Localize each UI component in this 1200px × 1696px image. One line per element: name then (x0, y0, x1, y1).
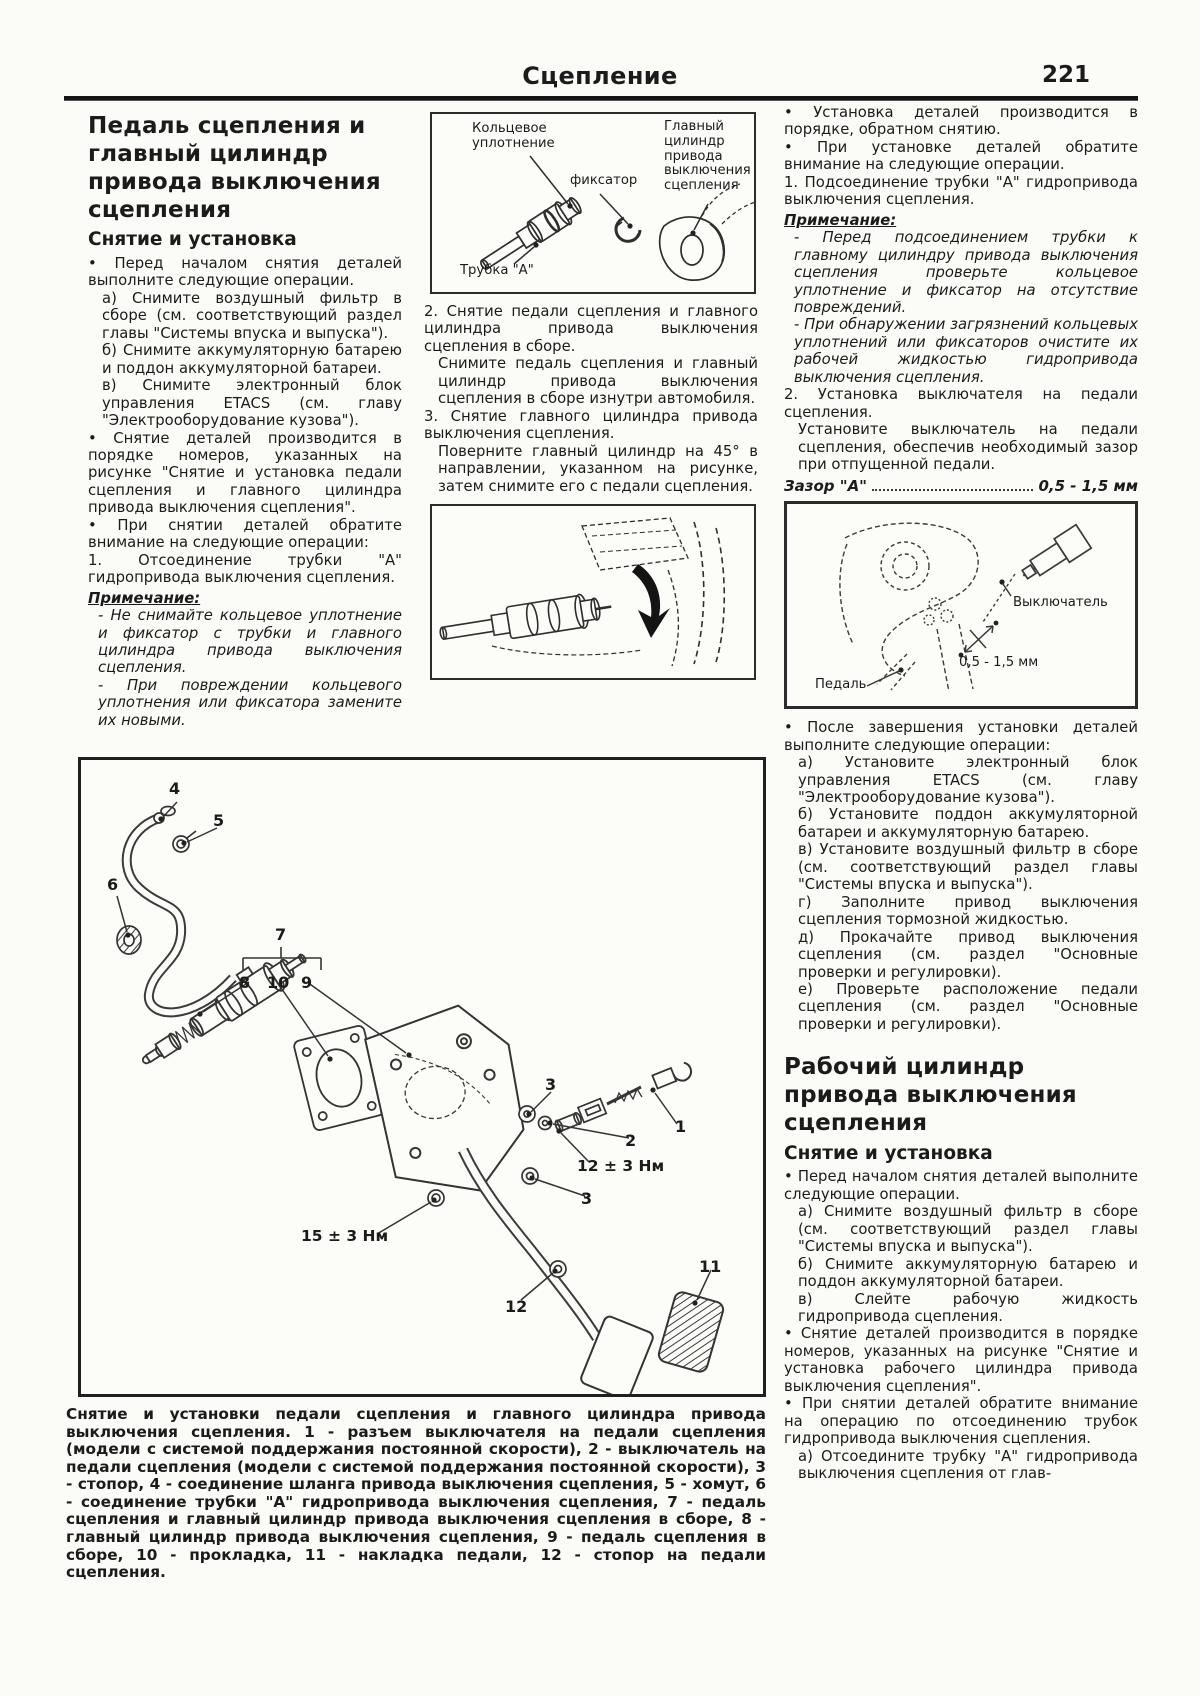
dotted-leader (872, 489, 1033, 491)
part-number-6: 6 (107, 875, 119, 894)
body-paragraph: Установите выключатель на педали сцепления, обеспечив необходимый зазор при отпущенной педали. (798, 421, 1138, 474)
section-heading: Педаль сцепления и главный цилиндр привода выключения сцепления (88, 113, 381, 224)
part-number-1: 1 (675, 1117, 687, 1136)
page-title: Сцепление (522, 62, 678, 90)
body-paragraph: в) Установите воздушный фильтр в сборе (см. соответствующий раздел главы "Системы впуска и выпуска"). (798, 841, 1138, 894)
spec-value: 0,5 - 1,5 мм (1038, 476, 1138, 495)
note-heading: Примечание: (784, 211, 897, 229)
body-paragraph: Поверните главный цилиндр на 45° в направлении, указанном на рисунке, затем снимите его с педали сцепления. (438, 442, 758, 495)
part-number-12: 12 (505, 1297, 528, 1316)
part-number-5: 5 (213, 811, 225, 830)
note-paragraph: - При обнаружении загрязнений кольцевых уплотнений или фиксаторов очистите их рабочей жидкостью гидропривода выключения сцепления. (794, 316, 1138, 386)
subsection-heading: Снятие и установка (784, 1142, 993, 1164)
label-gap: 0,5 - 1,5 мм (959, 655, 1039, 671)
body-paragraph: 2. Установка выключателя на педали сцепления. (784, 386, 1138, 421)
part-number-3: 3 (545, 1075, 557, 1094)
torque-label-12nm: 12 ± 3 Нм (577, 1157, 665, 1175)
body-paragraph: е) Проверьте расположение педали сцепления (см. раздел "Основные проверки и регулировки). (798, 981, 1138, 1033)
part-number-10: 10 (267, 973, 290, 992)
body-paragraph: • Установка деталей производится в порядке, обратном снятию. (784, 104, 1138, 139)
figure-pedal-assembly (78, 757, 766, 1397)
body-paragraph: г) Заполните привод выключения сцепления тормозной жидкостью. (798, 893, 1138, 929)
label-pedal: Педаль (815, 677, 867, 693)
body-paragraph: б) Установите поддон аккумуляторной батареи и аккумуляторную батарею. (798, 806, 1138, 841)
body-paragraph: 3. Снятие главного цилиндра привода выключения сцепления. (424, 407, 758, 443)
body-paragraph: • Снятие деталей производится в порядке номеров, указанных на рисунке "Снятие и установка рабочего цилиндра привода выключения сцепления". (784, 1325, 1138, 1395)
pedal-assembly-drawing (81, 760, 763, 1394)
header-rule (64, 96, 1138, 101)
label-tube-a: Трубка "А" (460, 263, 534, 278)
body-paragraph: а) Установите электронный блок управления ETACS (см. главу "Электрооборудование кузова"). (798, 754, 1138, 807)
body-paragraph: • Снятие деталей производится в порядке номеров, указанных на рисунке "Снятие и установка педали сцепления и главного цилиндра привода выключения сцепления". (88, 429, 402, 517)
label-ring-seal: Кольцевое уплотнение (472, 121, 555, 151)
left-column (88, 112, 402, 729)
subsection-heading: Снятие и установка (88, 229, 297, 251)
section-heading: Рабочий цилиндр привода выключения сцепления (784, 1054, 1077, 1137)
body-paragraph: д) Прокачайте привод выключения сцепления (см. раздел "Основные проверки и регулировки). (798, 928, 1138, 981)
part-number-8: 8 (239, 973, 251, 992)
part-number-7: 7 (275, 925, 287, 944)
part-number-11: 11 (699, 1257, 722, 1276)
middle-column (424, 105, 758, 680)
label-master-cylinder: Главный цилиндр привода выключения сцепления (664, 119, 751, 194)
body-paragraph: 2. Снятие педали сцепления и главного цилиндра привода выключения сцепления в сборе. (424, 303, 758, 355)
body-paragraph: б) Снимите аккумуляторную батарею и поддон аккумуляторной батареи. (798, 1255, 1138, 1291)
figure-tube-fitting (430, 112, 756, 294)
body-paragraph: • При снятии деталей обратите внимание на следующие операции: (88, 516, 402, 552)
body-paragraph: 1. Отсоединение трубки "А" гидропривода выключения сцепления. (88, 551, 402, 587)
body-paragraph: в) Слейте рабочую жидкость гидропривода сцепления. (798, 1290, 1138, 1325)
note-paragraph: - При повреждении кольцевого уплотнения или фиксатора замените их новыми. (98, 676, 402, 729)
figure-cylinder-rotation (430, 504, 756, 680)
note-heading: Примечание: (88, 589, 201, 607)
part-number-4: 4 (169, 779, 181, 798)
right-column (784, 104, 1138, 1482)
cylinder-rotation-drawing (432, 506, 754, 678)
body-paragraph: б) Снимите аккумуляторную батарею и поддон аккумуляторной батареи. (102, 342, 402, 377)
body-paragraph: в) Снимите электронный блок управления ETACS (см. главу "Электрооборудование кузова"). (102, 377, 402, 430)
note-paragraph: - Перед подсоединением трубки к главному цилиндру привода выключения сцепления проверьте кольцевое уплотнение и фиксатор на отсутствие повреждений. (794, 229, 1138, 316)
part-number-9: 9 (301, 973, 313, 992)
torque-label-15nm: 15 ± 3 Нм (301, 1227, 389, 1245)
part-number-3b: 3 (581, 1189, 593, 1208)
part-number-2: 2 (625, 1131, 637, 1150)
clearance-spec (784, 478, 1138, 496)
body-paragraph: • При установке деталей обратите внимание на следующие операции. (784, 138, 1138, 174)
body-paragraph: • Перед началом снятия деталей выполните следующие операции. (784, 1168, 1138, 1203)
body-paragraph: а) Снимите воздушный фильтр в сборе (см. соответствующий раздел главы "Системы впуска и выпуска"). (798, 1203, 1138, 1256)
page-number: 221 (1042, 62, 1091, 88)
body-paragraph: 1. Подсоединение трубки "А" гидропривода выключения сцепления. (784, 173, 1138, 209)
body-paragraph: • Перед началом снятия деталей выполните следующие операции. (88, 255, 402, 290)
spec-label: Зазор "А" (784, 476, 867, 495)
label-retainer: фиксатор (570, 173, 638, 188)
figure-caption: Снятие и установки педали сцепления и главного цилиндра привода выключения сцепления. 1 - разъем выключателя на педали сцепления (модели с системой поддержания постоянной скорости), 2 - выключатель на педали сцепления (модели с системой поддержания постоянной скорости), 3 - стопор, 4 - соединение шланга привода выключения сцепления, 5 - хомут, 6 - соединение трубки "А" гидропривода выключения сцепления, 7 - педаль сцепления и главный цилиндр привода выключения сцепления в сборе, 8 - главный цилиндр привода выключения сцепления, 9 - педаль сцепления в сборе, 10 - прокладка, 11 - накладка педали, 12 - стопор на педали сцепления. (66, 1405, 766, 1582)
label-switch: Выключатель (1013, 595, 1108, 611)
body-paragraph: Снимите педаль сцепления и главный цилиндр привода выключения сцепления в сборе изнутри автомобиля. (438, 355, 758, 408)
body-paragraph: а) Снимите воздушный фильтр в сборе (см. соответствующий раздел главы "Системы впуска и выпуска"). (102, 289, 402, 342)
body-paragraph: • При снятии деталей обратите внимание на операцию по отсоединению трубок гидропривода выключения сцепления. (784, 1395, 1138, 1448)
body-paragraph: а) Отсоедините трубку "А" гидропривода выключения сцепления от глав- (798, 1447, 1138, 1483)
figure-pedal-switch (784, 501, 1138, 709)
note-paragraph: - Не снимайте кольцевое уплотнение и фиксатор с трубки и главного цилиндра привода выключения сцепления. (98, 607, 402, 677)
body-paragraph: • После завершения установки деталей выполните следующие операции: (784, 719, 1138, 754)
